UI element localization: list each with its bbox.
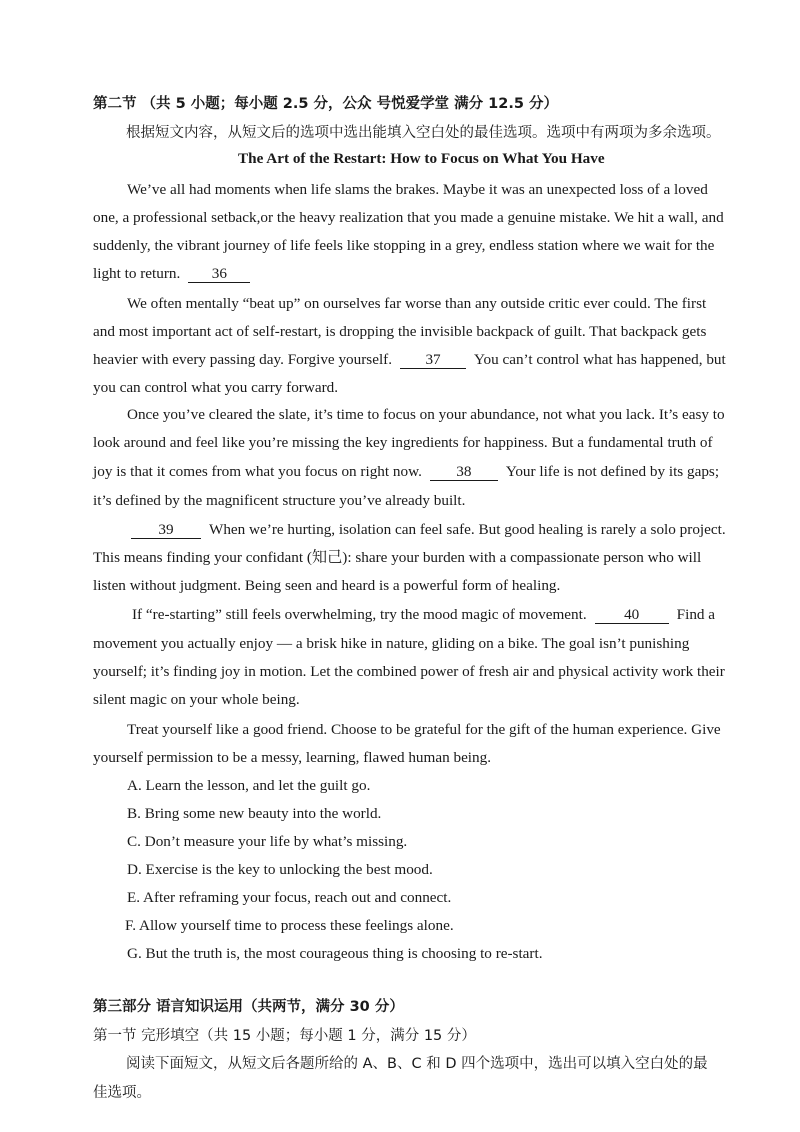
p6-line-1: Treat yourself like a good friend. Choose to be grateful for the gift of the human experience. Give [127,721,721,738]
blank-38: 38 [430,463,498,481]
blank-39: 39 [131,521,201,539]
passage-title: The Art of the Restart: How to Focus on What You Have [238,150,605,167]
p4-line-3: listen without judgment. Being seen and heard is a powerful form of healing. [93,577,561,594]
option-b: B. Bring some new beauty into the world. [127,805,382,822]
p5-line-2: movement you actually enjoy — a brisk hike in nature, gliding on a bike. The goal isn’t punishing [93,635,690,652]
p3-line-3-tail: Your life is not defined by its gaps; [505,463,720,480]
p1-line-3: suddenly, the vibrant journey of life feels like stopping in a grey, endless station where we wait for the [93,237,715,254]
p2-line-3 [93,350,726,370]
p3-line-3-text: joy is that it comes from what you focus on right now. [93,463,422,480]
option-d: D. Exercise is the key to unlocking the best mood. [127,861,433,878]
p5-line-3: yourself; it’s finding joy in motion. Let the combined power of fresh air and physical activity work their [93,663,725,680]
section2-instruction: 根据短文内容，从短文后的选项中选出能填入空白处的最佳选项。选项中有两项为多余选项。 [126,125,721,141]
part3-heading: 第三部分 语言知识运用（共两节，满分 30 分） [93,999,404,1015]
p4-line-1 [131,520,726,540]
p6-line-2: yourself permission to be a messy, learning, flawed human being. [93,749,492,766]
p5-line-4: silent magic on your whole being. [93,691,300,708]
p4-line-1-text: When we’re hurting, isolation can feel safe. But good healing is rarely a solo project. [209,521,726,538]
p3-line-2: look around and feel like you’re missing the key ingredients for happiness. But a fundamental truth of [93,434,713,451]
p1-line-2: one, a professional setback,or the heavy realization that you made a genuine mistake. We hit a wall, and [93,209,724,226]
p5-line-1-text: If “re-starting” still feels overwhelming, try the mood magic of movement. [132,606,587,623]
p5-line-1 [132,605,715,625]
p1-line-4 [93,264,250,284]
p2-line-3-text: heavier with every passing day. Forgive yourself. [93,351,393,368]
p2-line-2: and most important act of self-restart, is dropping the invisible backpack of guilt. That backpack gets [93,323,707,340]
p2-line-3-tail: You can’t control what has happened, but [474,351,726,368]
option-f: F. Allow yourself time to process these feelings alone. [125,917,454,934]
p4-line-2: This means finding your confidant (知己): share your burden with a compassionate person who will [93,549,702,566]
option-e: E. After reframing your focus, reach out and connect. [127,889,452,906]
option-c: C. Don’t measure your life by what’s missing. [127,833,408,850]
p2-line-1: We often mentally “beat up” on ourselves far worse than any outside critic ever could. The first [127,295,707,312]
p5-line-1-tail: Find a [676,606,716,623]
p1-line-1: We’ve all had moments when life slams the brakes. Maybe it was an unexpected loss of a loved [127,181,708,198]
p2-line-4: you can control what you carry forward. [93,379,339,396]
p3-line-3 [93,462,719,482]
blank-36: 36 [188,265,250,283]
blank-40: 40 [595,606,669,624]
p3-line-4: it’s defined by the magnificent structure you’ve already built. [93,492,466,509]
p1-line-4-text: light to return. [93,265,181,282]
blank-37: 37 [400,351,466,369]
p3-line-1: Once you’ve cleared the slate, it’s time to focus on your abundance, not what you lack. It’s easy to [127,406,725,423]
part3-instruction-line-2: 佳选项。 [93,1085,151,1101]
option-a: A. Learn the lesson, and let the guilt go. [127,777,371,794]
section2-heading: 第二节 （共 5 小题；每小题 2.5 分，公众 号悦爱学堂 满分 12.5 分） [93,96,558,112]
part3-instruction-line-1: 阅读下面短文，从短文后各题所给的 A、B、C 和 D 四个选项中，选出可以填入空白处的最 [126,1056,708,1072]
part3-subheading: 第一节 完形填空（共 15 小题；每小题 1 分，满分 15 分） [93,1028,476,1044]
option-g: G. But the truth is, the most courageous thing is choosing to re-start. [127,945,543,962]
